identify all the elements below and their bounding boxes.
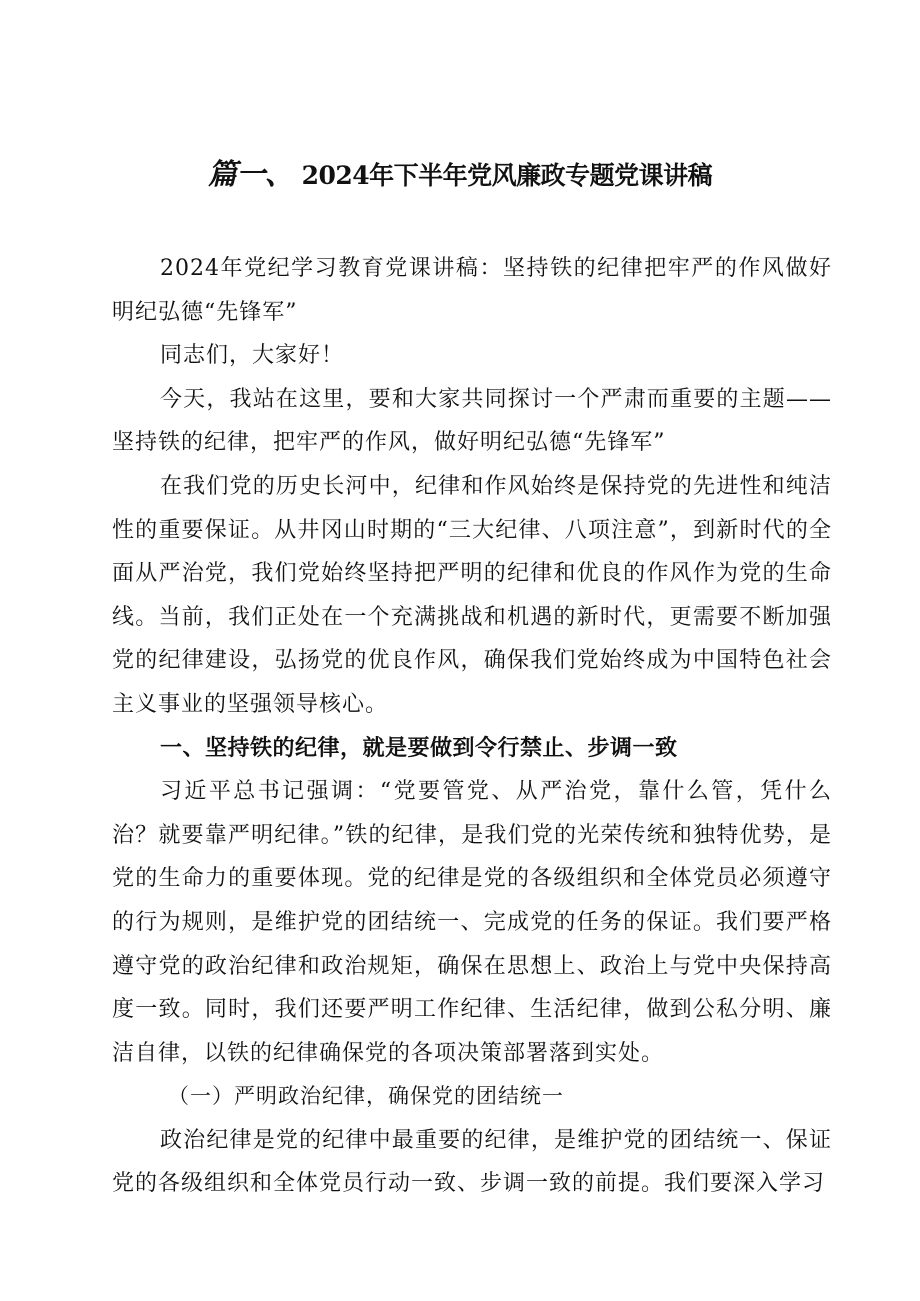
subsection-one-heading: （一）严明政治纪律，确保党的团结统一 [168,1084,564,1109]
section-one-paragraph: 习近平总书记强调：“党要管党、从严治党，靠什么管，凭什么治？就要靠严明纪律。”铁的纪律，是我们党的光荣传统和独特优势，是党的生命力的重要体现。党的纪律是党的各级组织和全体党员必须遵守的行为规则，是维护党的团结统一、完成党的任务的保证。我们要严格遵守党的政治纪律和政治规矩，确保在思想上、政治上与党中央保持高度一致。同时，我们还要严明工作纪律、生活纪律，做到公私分明、廉洁自律，以铁的纪律确保党的各项决策部署落到实处。 [112,779,832,1066]
document-body [112,247,832,1206]
history-paragraph: 在我们党的历史长河中，纪律和作风始终是保持党的先进性和纯洁性的重要保证。从井冈山时期的“三大纪律、八项注意”，到新时代的全面从严治党，我们党始终坚持把严明的纪律和优良的作风作为党的生命线。当前，我们正处在一个充满挑战和机遇的新时代，更需要不断加强党的纪律建设，弘扬党的优良作风，确保我们党始终成为中国特色社会主义事业的坚强领导核心。 [112,473,832,717]
lecture-subtitle: 2024年党纪学习教育党课讲稿：坚持铁的纪律把牢严的作风做好明纪弘德“先锋军” [112,256,832,325]
title-main: 2024年下半年党风廉政专题党课讲稿 [301,161,713,190]
document-title [0,152,920,193]
greeting: 同志们，大家好！ [160,343,345,369]
section-one-heading: 一、坚持铁的纪律，就是要做到令行禁止、步调一致 [160,735,678,761]
subsection-one-paragraph: 政治纪律是党的纪律中最重要的纪律，是维护党的团结统一、保证党的各级组织和全体党员行动一致、步调一致的前提。我们要深入学习 [112,1127,832,1197]
title-prefix: 篇一、 [207,157,294,191]
intro-paragraph: 今天，我站在这里，要和大家共同探讨一个严肃而重要的主题——坚持铁的纪律，把牢严的作风，做好明纪弘德“先锋军” [112,386,832,456]
